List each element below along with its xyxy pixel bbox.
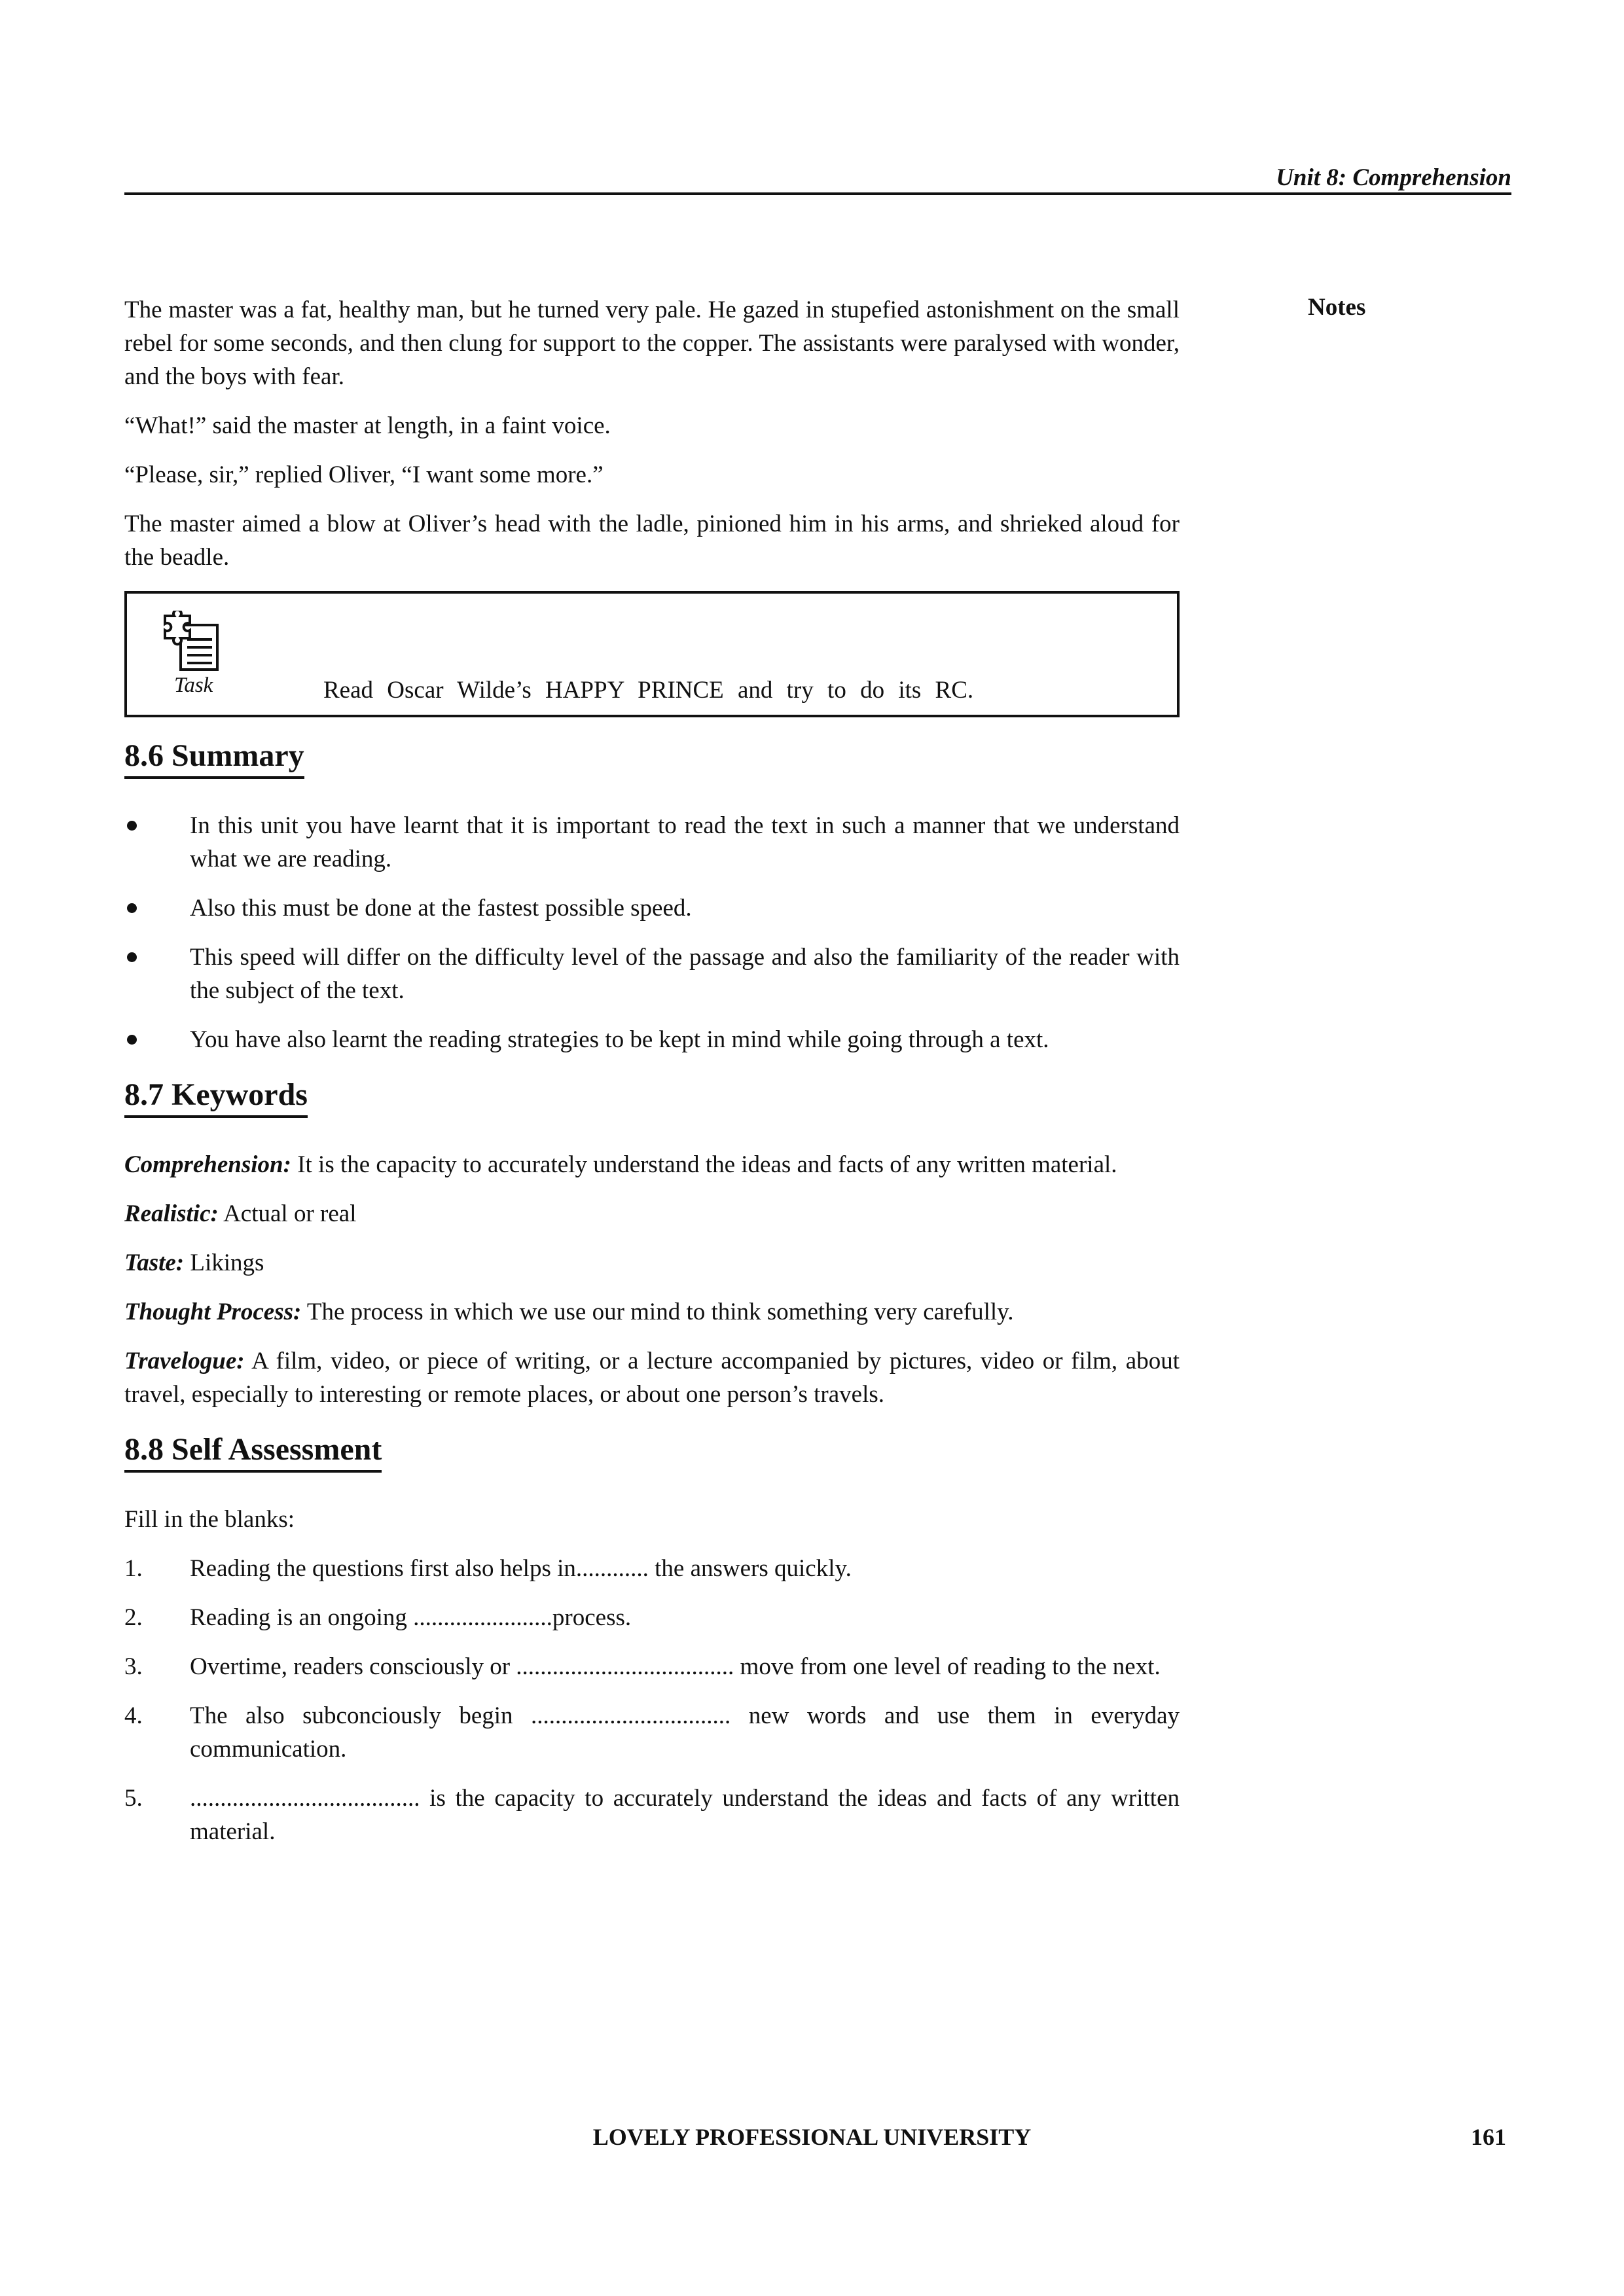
item-number: 2. <box>124 1604 143 1631</box>
header-rule <box>124 192 1511 195</box>
page-number: 161 <box>1471 2124 1506 2150</box>
passage-paragraph: “Please, sir,” replied Oliver, “I want some more.” <box>124 461 604 488</box>
item-number: 4. <box>124 1702 143 1729</box>
item-number: 5. <box>124 1785 143 1812</box>
summary-list <box>124 809 1180 1056</box>
keyword-definition: It is the capacity to accurately understand the ideas and facts of any written material. <box>291 1151 1117 1178</box>
list-item: This speed will differ on the difficulty level of the passage and also the familiarity of the reader with the subject of the text. <box>124 941 1180 1007</box>
self-assessment-section <box>124 1431 1180 1848</box>
section-heading-keywords: 8.7 Keywords <box>124 1076 308 1118</box>
passage-paragraph: The master was a fat, healthy man, but he turned very pale. He gazed in stupefied astonishment on the small rebel for some seconds, and then clung for support to the copper. The assistants were paralysed with wonder, and the boys with fear. <box>124 296 1180 390</box>
passage-paragraph: The master aimed a blow at Oliver’s head with the ladle, pinioned him in his arms, and shrieked aloud for the beadle. <box>124 511 1180 571</box>
bullet-icon <box>127 821 137 831</box>
keyword-term: Taste: <box>124 1249 185 1276</box>
self-assessment-intro: Fill in the blanks: <box>124 1506 295 1533</box>
section-heading-self-assessment: 8.8 Self Assessment <box>124 1431 382 1473</box>
keywords-section <box>124 1076 1180 1411</box>
list-item: In this unit you have learnt that it is important to read the text in such a manner that we understand what we are reading. <box>124 809 1180 876</box>
main-content <box>124 293 1180 1864</box>
bullet-icon <box>127 952 137 962</box>
keyword-term: Thought Process: <box>124 1299 302 1325</box>
keyword-entry <box>124 1197 1180 1230</box>
keyword-entry <box>124 1246 1180 1280</box>
keyword-definition: Likings <box>184 1249 264 1276</box>
item-number: 3. <box>124 1653 143 1680</box>
keyword-term: Comprehension: <box>124 1151 291 1178</box>
summary-section <box>124 737 1180 1056</box>
keyword-entry <box>124 1344 1180 1411</box>
item-text: Reading is an ongoing .......................process. <box>190 1604 632 1631</box>
list-item: You have also learnt the reading strategies to be kept in mind while going through a text. <box>124 1023 1180 1056</box>
keyword-entry <box>124 1295 1180 1329</box>
bullet-icon <box>127 903 137 913</box>
item-text: ...................................... is the capacity to accurately understand the ideas and facts of any written material. <box>190 1785 1180 1845</box>
list-item <box>124 1552 1180 1585</box>
item-text: Overtime, readers consciously or .................................... move from one level of reading to the next. <box>190 1653 1161 1680</box>
notes-margin-label: Notes <box>1308 294 1366 321</box>
keyword-definition: Actual or real <box>218 1200 357 1227</box>
keyword-entry <box>124 1148 1180 1181</box>
fill-in-blanks-list <box>124 1552 1180 1848</box>
list-item <box>124 1782 1180 1848</box>
keyword-definition: A film, video, or piece of writing, or a lecture accompanied by pictures, video or film, about travel, especially to interesting or remote places, or about one person’s travels. <box>124 1348 1180 1408</box>
task-label: Task <box>174 673 213 697</box>
keyword-definition: The process in which we use our mind to think something very carefully. <box>301 1299 1014 1325</box>
task-text: Read Oscar Wilde’s HAPPY PRINCE and try to do its RC. <box>323 677 974 704</box>
item-text: Reading the questions first also helps in............ the answers quickly. <box>190 1555 852 1582</box>
passage-paragraph: “What!” said the master at length, in a faint voice. <box>124 412 611 439</box>
puzzle-document-icon <box>161 611 224 673</box>
footer-university: LOVELY PROFESSIONAL UNIVERSITY <box>592 2124 1032 2150</box>
keyword-term: Travelogue: <box>124 1348 245 1374</box>
task-box <box>124 591 1180 717</box>
list-item <box>124 1601 1180 1634</box>
bullet-icon <box>127 1035 137 1045</box>
item-text: The also subconciously begin ................................. new words and use them in everyday communication. <box>190 1702 1180 1763</box>
running-header: Unit 8: Comprehension <box>1276 164 1511 191</box>
list-item <box>124 1650 1180 1683</box>
keyword-term: Realistic: <box>124 1200 219 1227</box>
passage <box>124 293 1180 574</box>
item-number: 1. <box>124 1555 143 1582</box>
list-item <box>124 1699 1180 1766</box>
list-item: Also this must be done at the fastest possible speed. <box>124 891 1180 925</box>
section-heading-summary: 8.6 Summary <box>124 737 304 779</box>
